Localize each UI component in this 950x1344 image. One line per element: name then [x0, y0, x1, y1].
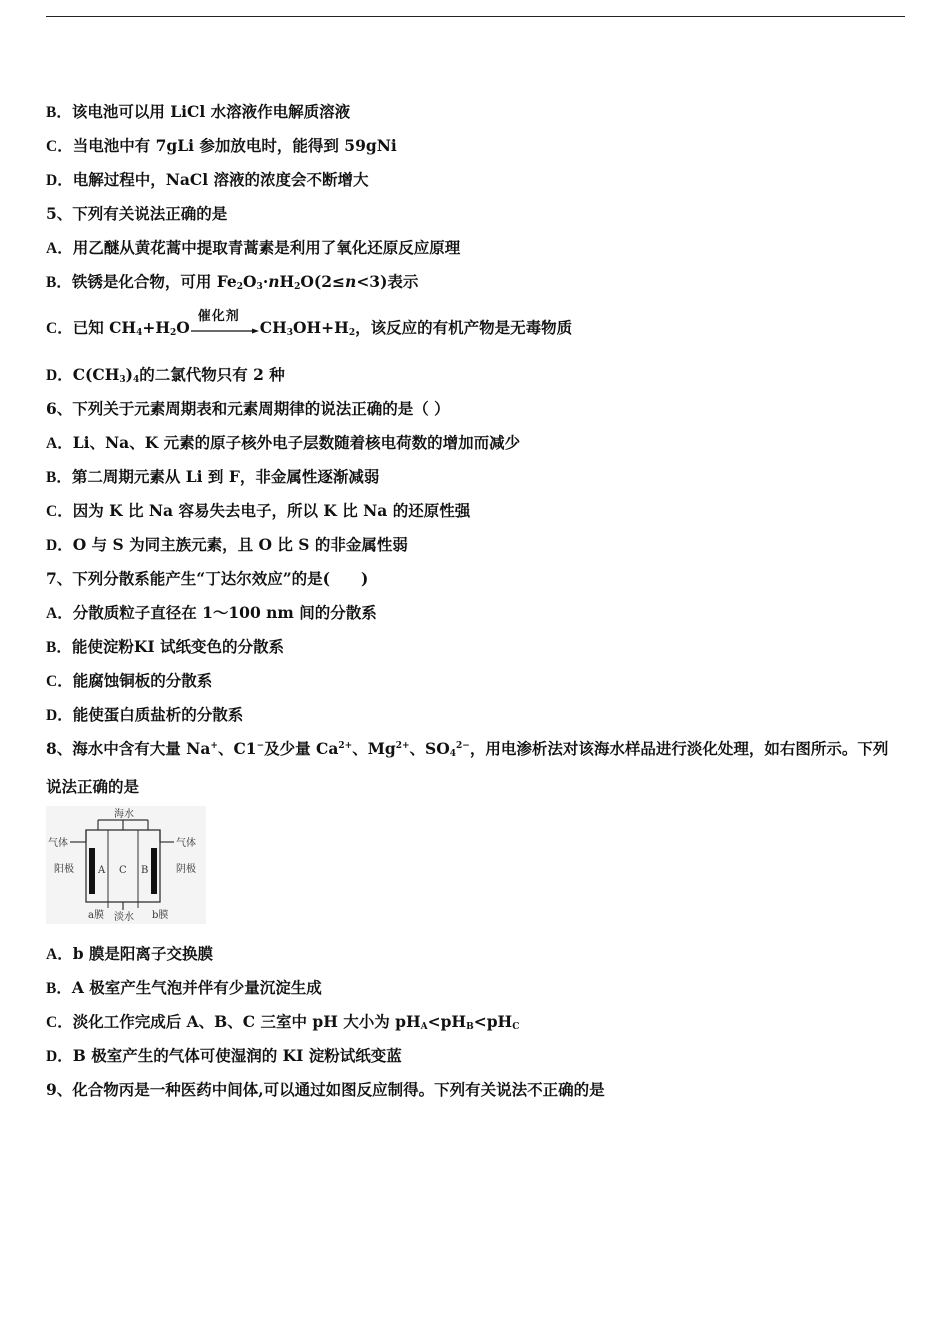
diagram-label-seawater: 海水 [114, 809, 134, 820]
diagram-label-room-b: B [141, 865, 149, 876]
diagram-label-anode: 阳极 [54, 864, 74, 875]
q8-stem: 8、海水中含有大量 Na+、C1−及少量 $Ca^{2+}$、$Mg^{2+}$、$SO_4^{2-}$，用电渗析法对该海水样品进行淡化处理，如右图所示。下列 [46, 739, 889, 759]
diagram-label-cathode: 阴极 [176, 864, 196, 875]
diagram-label-gas-left: 气体 [48, 838, 68, 849]
q7-option-d: D．能使蛋白质盐析的分散系 [46, 705, 244, 724]
q7-option-a: A．分散质粒子直径在 1～100 nm 间的分散系 [46, 603, 377, 622]
q8-option-c: C．淡化工作完成后 A、B、C 三室中 pH 大小为 $pH_A<pH_B<pH_C$ [46, 1012, 520, 1032]
q4-option-d: D．电解过程中，NaCl 溶液的浓度会不断增大 [46, 170, 369, 189]
q5-stem: 5、下列有关说法正确的是 [46, 204, 228, 223]
q6-option-d: D．O 与 S 为同主族元素，且 O 比 S 的非金属性弱 [46, 535, 408, 554]
electrodialysis-diagram [46, 806, 206, 924]
q8-option-a: A．b 膜是阳离子交换膜 [46, 944, 213, 963]
q8-stem-cont: 说法正确的是 [46, 777, 140, 796]
q6-stem: 6、下列关于元素周期表和元素周期律的说法正确的是（ ） [46, 399, 450, 418]
diagram-label-room-a: A [98, 865, 106, 876]
q6-option-a: A．Li、Na、K 元素的原子核外电子层数随着核电荷数的增加而减少 [46, 433, 521, 452]
q5-option-c: C．已知 $CH_4+H_2O$ 催化剂 $CH_3OH+H_2$，该反应的有机产物是无毒物质 [46, 309, 573, 338]
diagram-label-membrane-b: b膜 [152, 910, 169, 921]
q7-stem: 7、下列分散系能产生“丁达尔效应”的是( ) [46, 569, 369, 588]
catalyst-arrow [191, 309, 259, 339]
header-rule [46, 16, 905, 17]
diagram-label-fresh-water: 淡水 [114, 912, 134, 923]
diagram-label-gas-right: 气体 [176, 838, 196, 849]
q8-option-b: B．A 极室产生气泡并伴有少量沉淀生成 [46, 978, 322, 997]
q4-option-b: B．该电池可以用 LiCl 水溶液作电解质溶液 [46, 102, 351, 121]
q7-option-b: B．能使淀粉KI 试纸变色的分散系 [46, 637, 284, 656]
diagram-label-membrane-a: a膜 [88, 910, 104, 921]
q7-option-c: C．能腐蚀铜板的分散系 [46, 671, 213, 690]
q9-stem: 9、化合物丙是一种医药中间体,可以通过如图反应制得。下列有关说法不正确的是 [46, 1080, 605, 1099]
q5-option-b: B．铁锈是化合物，可用 $Fe_2O_3\cdot nH_2O(2\le n<3)$表示 [46, 272, 419, 292]
q6-option-b: B．第二周期元素从 Li 到 F，非金属性逐渐减弱 [46, 467, 380, 486]
catalyst-label: 催化剂 [197, 309, 240, 324]
q6-option-c: C．因为 K 比 Na 容易失去电子，所以 K 比 Na 的还原性强 [46, 501, 471, 520]
diagram-label-room-c: C [119, 865, 127, 876]
q5-option-d: D．$C(CH_3)_4$的二氯代物只有 2 种 [46, 365, 285, 385]
q5-option-a: A．用乙醚从黄花蒿中提取青蒿素是利用了氧化还原反应原理 [46, 238, 461, 257]
reaction-arrow-icon [191, 328, 259, 334]
q4-option-c: C．当电池中有 7gLi 参加放电时，能得到 59gNi [46, 136, 397, 155]
q8-option-d: D．B 极室产生的气体可使湿润的 KI 淀粉试纸变蓝 [46, 1046, 402, 1065]
